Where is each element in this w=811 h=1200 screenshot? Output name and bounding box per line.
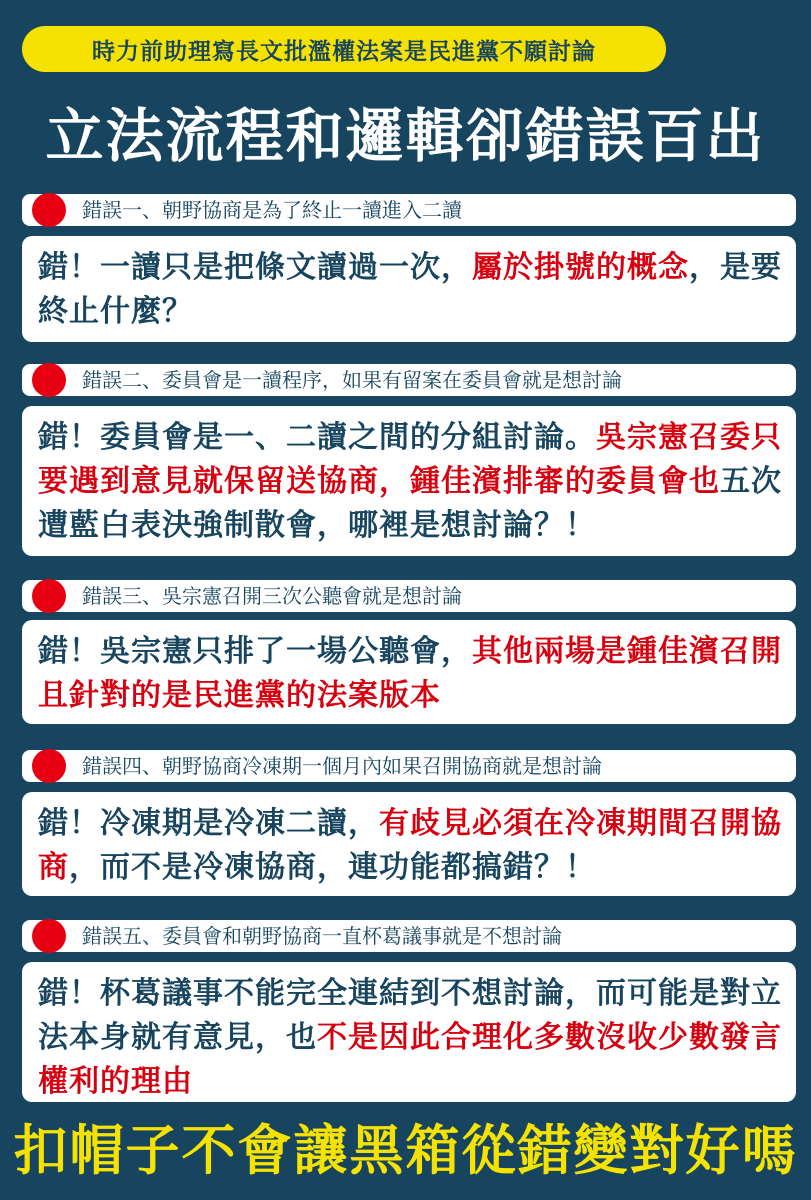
error-1-rebuttal: [38, 246, 786, 334]
error-3-rebuttal: [38, 630, 786, 718]
error-5-card: [22, 962, 796, 1102]
top-banner: [22, 26, 666, 72]
error-5-header: [22, 920, 796, 952]
error-4-card: [22, 792, 796, 896]
red-dot-icon: [32, 363, 66, 397]
rebuttal-highlight: 不是因此合理化多數沒收少數發言權利的理由: [38, 1020, 782, 1099]
error-4-header: [22, 750, 796, 782]
error-5-label: 錯誤五、委員會和朝野協商一直杯葛議事就是不想討論: [82, 924, 562, 948]
red-dot-icon: [32, 919, 66, 953]
rebuttal-segment: 錯！委員會是一、二讀之間的分組討論。: [38, 420, 596, 455]
error-4-label: 錯誤四、朝野協商冷凍期一個月內如果召開協商就是想討論: [82, 754, 602, 778]
error-1-label: 錯誤一、朝野協商是為了終止一讀進入二讀: [82, 198, 462, 222]
banner-text: 時力前助理寫長文批濫權法案是民進黨不願討論: [92, 38, 596, 65]
rebuttal-segment: 錯！一讀只是把條文讀過一次，: [38, 250, 472, 285]
error-5-rebuttal: [38, 972, 786, 1104]
rebuttal-highlight: 屬於掛號的概念: [472, 250, 689, 285]
red-dot-icon: [32, 749, 66, 783]
headline: 立法流程和邏輯卻錯誤百出: [45, 102, 766, 170]
error-2-card: [22, 406, 796, 556]
rebuttal-segment: ，而不是冷凍協商，連功能都搞錯？！: [69, 850, 596, 885]
error-2-header: [22, 364, 796, 396]
rebuttal-segment: 錯！冷凍期是冷凍二讀，: [38, 806, 379, 841]
rebuttal-segment: 錯！吳宗憲只排了一場公聽會，: [38, 634, 472, 669]
error-1-header: [22, 194, 796, 226]
error-3-label: 錯誤三、吳宗憲召開三次公聽會就是想討論: [82, 584, 462, 608]
rebuttal-segment: 五次遭藍白表決強制散會，哪裡是想討論？！: [38, 464, 782, 543]
error-3-header: [22, 580, 796, 612]
error-2-label: 錯誤二、委員會是一讀程序，如果有留案在委員會就是想討論: [82, 368, 622, 392]
red-dot-icon: [32, 579, 66, 613]
rebuttal-segment: ，是要終止什麼？: [38, 250, 782, 329]
error-3-card: [22, 620, 796, 724]
rebuttal-highlight: 有歧見必須在冷凍期間召開協商: [38, 806, 782, 885]
bottom-slogan: 扣帽子不會讓黑箱從錯變對好嗎: [13, 1119, 798, 1182]
red-dot-icon: [32, 193, 66, 227]
error-2-rebuttal: [38, 416, 786, 548]
error-4-rebuttal: [38, 802, 786, 890]
rebuttal-segment: 錯！杯葛議事不能完全連結到不想討論，而可能是對立法本身就有意見，也: [38, 976, 782, 1055]
error-1-card: [22, 236, 796, 342]
rebuttal-highlight: 其他兩場是鍾佳濱召開且針對的是民進黨的法案版本: [38, 634, 782, 713]
rebuttal-highlight: 吳宗憲召委只要遇到意見就保留送協商，鍾佳濱排審的委員會也: [38, 420, 782, 499]
